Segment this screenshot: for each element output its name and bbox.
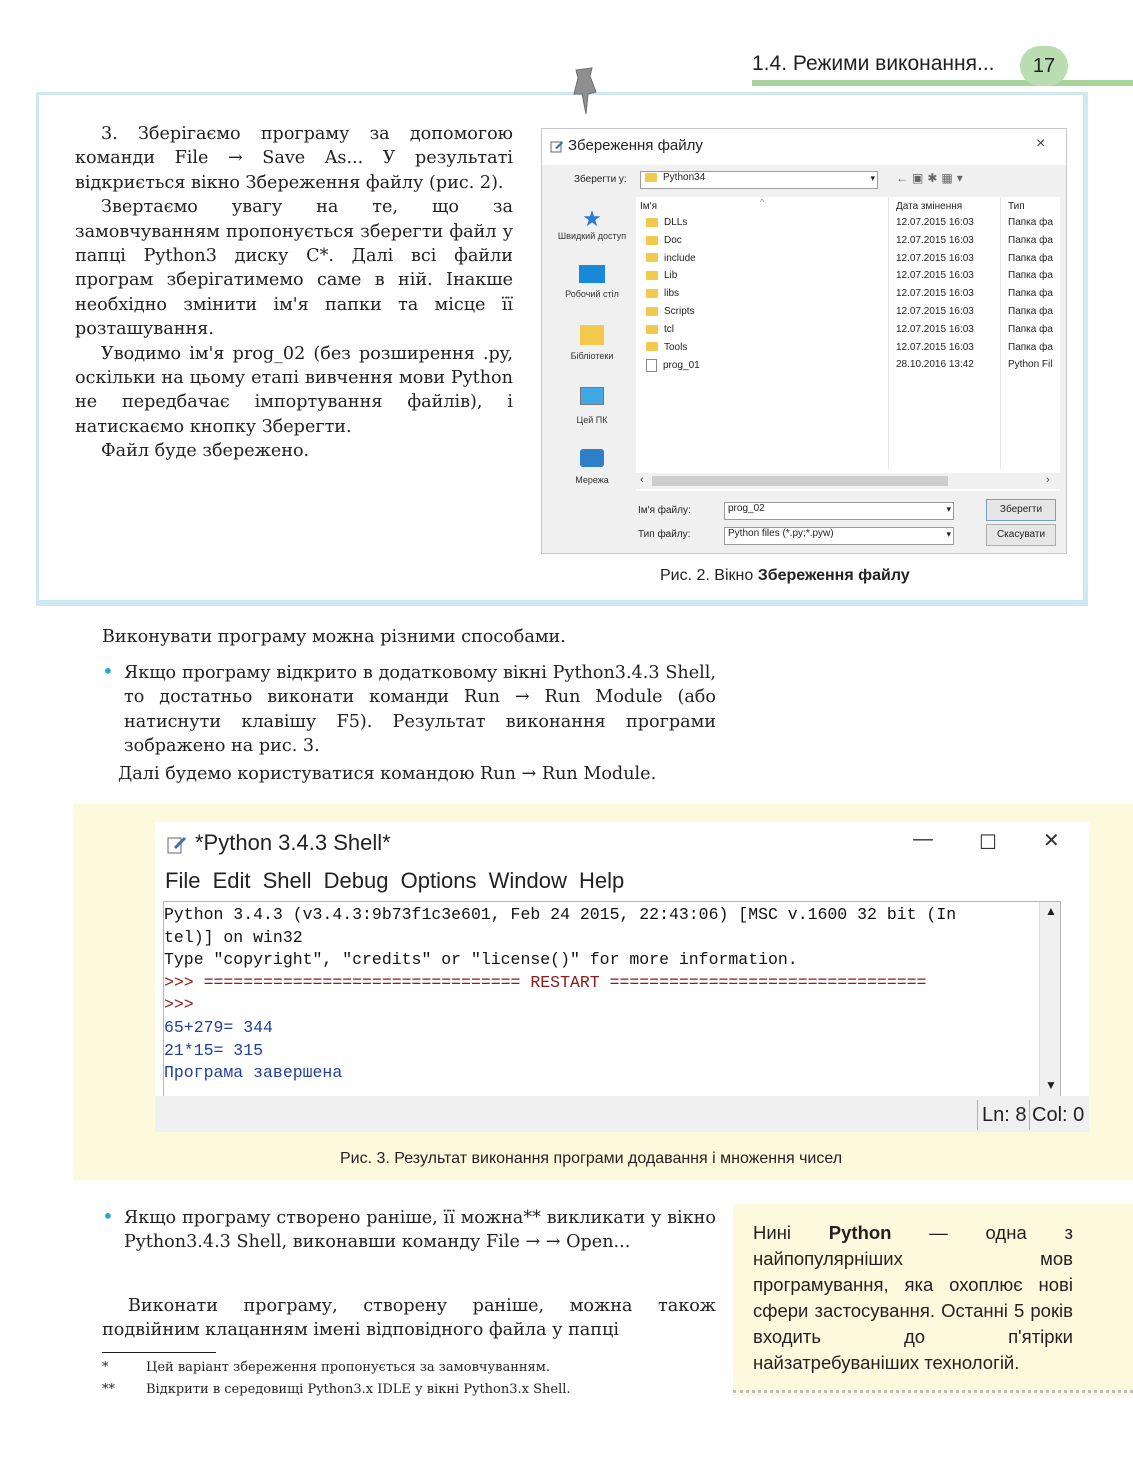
file-row[interactable] — [636, 288, 1060, 306]
file-row[interactable] — [636, 253, 1060, 271]
star-icon: ★ — [582, 206, 602, 231]
run-paragraph — [102, 1294, 716, 1343]
chevron-down-icon: ▾ — [870, 173, 875, 183]
up-folder-icon[interactable]: ▣ — [912, 171, 928, 185]
pushpin-icon — [566, 66, 606, 126]
file-name-text: Tools — [664, 341, 688, 353]
sidebar-item-network[interactable] — [552, 449, 632, 485]
scroll-down-icon[interactable]: ▼ — [1045, 1078, 1057, 1092]
folder-icon — [646, 325, 658, 334]
save-dialog-icon — [550, 139, 564, 153]
scroll-up-icon[interactable]: ▲ — [1045, 904, 1057, 918]
file-row[interactable] — [636, 217, 1060, 235]
note-dotted-rule — [733, 1390, 1133, 1393]
column-header-type[interactable]: Тип — [1008, 201, 1025, 212]
footnote-text: Цей варіант збереження пропонується за замовчуванням. — [146, 1360, 550, 1375]
save-in-label: Зберегти у: — [574, 174, 627, 185]
then-paragraph: Далі будемо користуватися командою Run → Run Module. — [118, 764, 657, 784]
status-bar — [155, 1096, 1089, 1132]
intro-paragraph: 3. Зберігаємо програму за допомогою команди File → Save As... У результаті відкриється вікно Збереження файлу (рис. 2). — [75, 124, 513, 193]
menu-shell[interactable]: Shell — [262, 868, 312, 893]
dialog-title: Збереження файлу — [568, 137, 703, 154]
filetype-label: Тип файлу: — [638, 529, 691, 540]
file-type: Python Fil — [1008, 359, 1053, 371]
file-date: 12.07.2015 16:03 — [896, 323, 974, 335]
bullet-item — [102, 1206, 716, 1255]
new-folder-icon[interactable]: ✱ — [927, 171, 942, 185]
filetype-value: Python files (*.py;*.pyw) — [728, 528, 834, 539]
bullet-icon: • — [102, 659, 114, 683]
save-button[interactable]: Зберегти — [986, 499, 1056, 521]
file-name-text: tcl — [664, 323, 674, 335]
sidebar-label: Швидкий доступ — [557, 231, 627, 241]
shell-output[interactable] — [163, 901, 1061, 1097]
shell-prompt: >>> — [164, 995, 194, 1015]
menu-bar — [165, 868, 624, 894]
file-row[interactable] — [636, 235, 1060, 253]
footnote-text: Відкрити в середовищі Python3.x IDLE у вікні Python3.x Shell. — [146, 1382, 571, 1397]
page-number: 17 — [1020, 46, 1068, 86]
file-date: 12.07.2015 16:03 — [896, 306, 974, 317]
shell-output-line: 21*15= 315 — [164, 1040, 264, 1060]
column-header-date[interactable]: Дата змінення — [896, 201, 963, 212]
file-date: 28.10.2016 13:42 — [896, 359, 974, 371]
folder-icon — [646, 307, 658, 316]
file-name — [646, 235, 682, 246]
note-pre: Нині — [753, 1222, 829, 1243]
note-bold: Python — [828, 1222, 892, 1243]
file-date: 12.07.2015 16:03 — [896, 217, 974, 228]
sidebar-label: Мережа — [575, 475, 609, 485]
python-shell-window — [155, 822, 1089, 1132]
footnote — [102, 1382, 571, 1397]
file-name — [646, 359, 700, 372]
close-button[interactable]: × — [1036, 135, 1046, 152]
filename-value: prog_02 — [728, 503, 765, 514]
menu-window[interactable]: Window — [488, 868, 567, 893]
folder-icon — [646, 289, 658, 298]
file-name-text: Lib — [664, 270, 678, 282]
column-header-name[interactable]: Ім'я — [640, 201, 657, 212]
caption-text: Рис. 2. Вікно — [660, 567, 758, 584]
figure-caption-2 — [660, 567, 910, 585]
intro-text — [75, 122, 513, 464]
file-name-text: Doc — [664, 234, 682, 246]
sidebar-item-this-pc[interactable] — [552, 387, 632, 425]
file-type: Папка фа — [1008, 341, 1053, 353]
file-name — [646, 288, 679, 299]
save-in-select[interactable] — [640, 171, 878, 189]
intro-paragraph: Уводимо ім'я prog_02 (без розширення .py, оскільки на цьому етапі вивчення мови Python не передбачає імпортування файлів), і натискаємо кнопку Зберегти. — [75, 343, 513, 437]
file-type: Папка фа — [1008, 288, 1053, 300]
file-name-text: libs — [664, 288, 680, 300]
shell-output-line: 65+279= 344 — [164, 1017, 273, 1037]
file-name — [646, 253, 696, 264]
file-name — [646, 342, 687, 353]
nav-toolbar[interactable] — [896, 171, 967, 185]
folder-icon — [645, 173, 657, 182]
dialog-body — [542, 165, 1066, 553]
file-type: Папка фа — [1008, 252, 1053, 264]
file-icon — [646, 359, 657, 372]
folder-icon — [646, 342, 658, 351]
file-row[interactable] — [636, 270, 1060, 288]
idle-icon — [167, 834, 187, 854]
file-name — [646, 306, 695, 317]
menu-debug[interactable]: Debug — [323, 868, 389, 893]
bullet-icon: • — [102, 1204, 114, 1228]
view-menu-icon[interactable]: ▦▾ — [941, 171, 967, 185]
shell-title: *Python 3.4.3 Shell* — [195, 830, 391, 855]
filename-label: Ім'я файлу: — [638, 505, 691, 516]
sidebar-label: Цей ПК — [576, 415, 608, 425]
file-name-text: Scripts — [664, 306, 695, 317]
horizontal-scrollbar[interactable] — [636, 473, 1060, 489]
file-list[interactable] — [636, 197, 1060, 491]
desktop-icon — [579, 265, 605, 283]
file-name-text: DLLs — [664, 217, 688, 228]
note-text — [753, 1220, 1073, 1376]
scroll-left-icon[interactable]: ‹ — [640, 474, 644, 486]
file-date: 12.07.2015 16:03 — [896, 288, 974, 300]
shell-line: tel)] on win32 — [164, 927, 303, 947]
note-post: — одна з найпопулярніших мов програмування, яка охоплює нові сфери застосування. Останні 5 років входить до п'ятірки найзатребуваніших технологій. — [753, 1222, 1073, 1373]
filename-input[interactable] — [724, 502, 954, 520]
vertical-scrollbar[interactable] — [1039, 902, 1060, 1096]
bullet-text: Якщо програму створено раніше, її можна** викликати у вікно Python3.4.3 Shell, виконавши команду File → → Open... — [124, 1208, 716, 1253]
line-indicator: Ln: 8 — [977, 1100, 1026, 1130]
file-type: Папка фа — [1008, 234, 1053, 246]
file-date: 12.07.2015 16:03 — [896, 341, 974, 353]
file-type: Папка фа — [1008, 323, 1053, 335]
computer-icon — [580, 387, 604, 405]
shell-line: Type "copyright", "credits" or "license()" for more information. — [164, 950, 798, 970]
sidebar-label: Робочий стіл — [565, 289, 619, 299]
file-date: 12.07.2015 16:03 — [896, 234, 974, 246]
sidebar-label: Бібліотеки — [570, 351, 614, 361]
sidebar-item-desktop[interactable] — [552, 265, 632, 299]
chevron-down-icon: ▾ — [946, 529, 951, 539]
footnote-rule — [102, 1352, 216, 1353]
modes-paragraph: Виконувати програму можна різними способами. — [102, 627, 566, 647]
menu-help[interactable]: Help — [578, 868, 625, 893]
intro-paragraph: Звертаємо увагу на те, що за замовчуванням пропонується зберегти файл у папці Python3 диску С*. Далі всі файли програм зберігатимемо саме в ній. Інакше необхідно змінити ім'я папки та місце її розташування. — [75, 197, 513, 340]
side-note — [733, 1204, 1133, 1396]
maximize-button[interactable]: ☐ — [979, 832, 997, 854]
footnote-mark: * — [102, 1360, 109, 1375]
sidebar-item-libraries[interactable] — [552, 325, 632, 361]
file-type: Папка фа — [1008, 217, 1053, 228]
file-row[interactable] — [636, 324, 1060, 342]
menu-edit[interactable]: Edit — [212, 868, 251, 893]
file-name-text: include — [664, 252, 696, 264]
intro-paragraph: Файл буде збережено. — [101, 441, 310, 462]
figure-caption-3: Рис. 3. Результат виконання програми додавання і множення чисел — [340, 1150, 843, 1167]
network-icon — [580, 449, 604, 467]
shell-output-line: Програма завершена — [164, 1063, 343, 1083]
column-indicator: Col: 0 — [1029, 1100, 1084, 1130]
file-type: Папка фа — [1008, 270, 1053, 282]
scrollbar-thumb[interactable] — [652, 476, 948, 486]
libraries-icon — [580, 325, 604, 345]
filetype-select[interactable] — [724, 527, 954, 545]
scroll-right-icon[interactable]: › — [1046, 474, 1050, 486]
menu-file[interactable]: File — [165, 868, 201, 893]
sort-arrow-icon: ^ — [760, 197, 765, 207]
shell-line: Python 3.4.3 (v3.4.3:9b73f1c3e601, Feb 24 2015, 22:43:06) [MSC v.1600 32 bit (In — [164, 905, 957, 924]
cancel-button[interactable]: Скасувати — [986, 524, 1056, 546]
save-dialog — [541, 128, 1067, 554]
file-row[interactable] — [636, 359, 1060, 377]
file-row[interactable] — [636, 306, 1060, 324]
places-sidebar — [552, 203, 636, 503]
shell-restart-line: >>> ================================ RESTART ================================ — [164, 972, 927, 992]
file-type: Папка фа — [1008, 306, 1053, 317]
folder-icon — [646, 218, 658, 227]
sidebar-item-quick-access[interactable] — [552, 207, 632, 241]
file-name — [646, 270, 677, 281]
caption-bold: Збереження файлу — [757, 567, 910, 584]
run-text: Виконати програму, створену раніше, можна також подвійним клацанням імені відповідного файла у папці — [102, 1296, 716, 1341]
folder-icon — [646, 271, 658, 280]
file-name — [646, 217, 687, 228]
header-rule — [752, 80, 1133, 86]
file-name-text: prog_01 — [663, 360, 700, 372]
back-icon[interactable]: ← — [896, 171, 912, 185]
folder-icon — [646, 253, 658, 262]
save-in-value: Python34 — [663, 172, 706, 183]
file-name — [646, 324, 674, 335]
minimize-button[interactable]: — — [913, 828, 933, 850]
file-date: 12.07.2015 16:03 — [896, 270, 974, 282]
file-row[interactable] — [636, 342, 1060, 360]
bullet-text: Якщо програму відкрито в додатковому вікні Python3.4.3 Shell, то достатньо виконати команди Run → Run Module (або натиснути клавішу F5). Результат виконання програми зображено на рис. 3. — [124, 663, 716, 757]
footnote — [102, 1360, 550, 1375]
section-title: 1.4. Режими виконання... — [752, 52, 995, 75]
bullet-item — [102, 661, 716, 759]
file-date: 12.07.2015 16:03 — [896, 252, 974, 264]
footnote-mark: ** — [102, 1382, 115, 1397]
menu-options[interactable]: Options — [400, 868, 477, 893]
chevron-down-icon: ▾ — [946, 504, 951, 514]
close-button[interactable]: ✕ — [1043, 830, 1060, 852]
folder-icon — [646, 236, 658, 245]
